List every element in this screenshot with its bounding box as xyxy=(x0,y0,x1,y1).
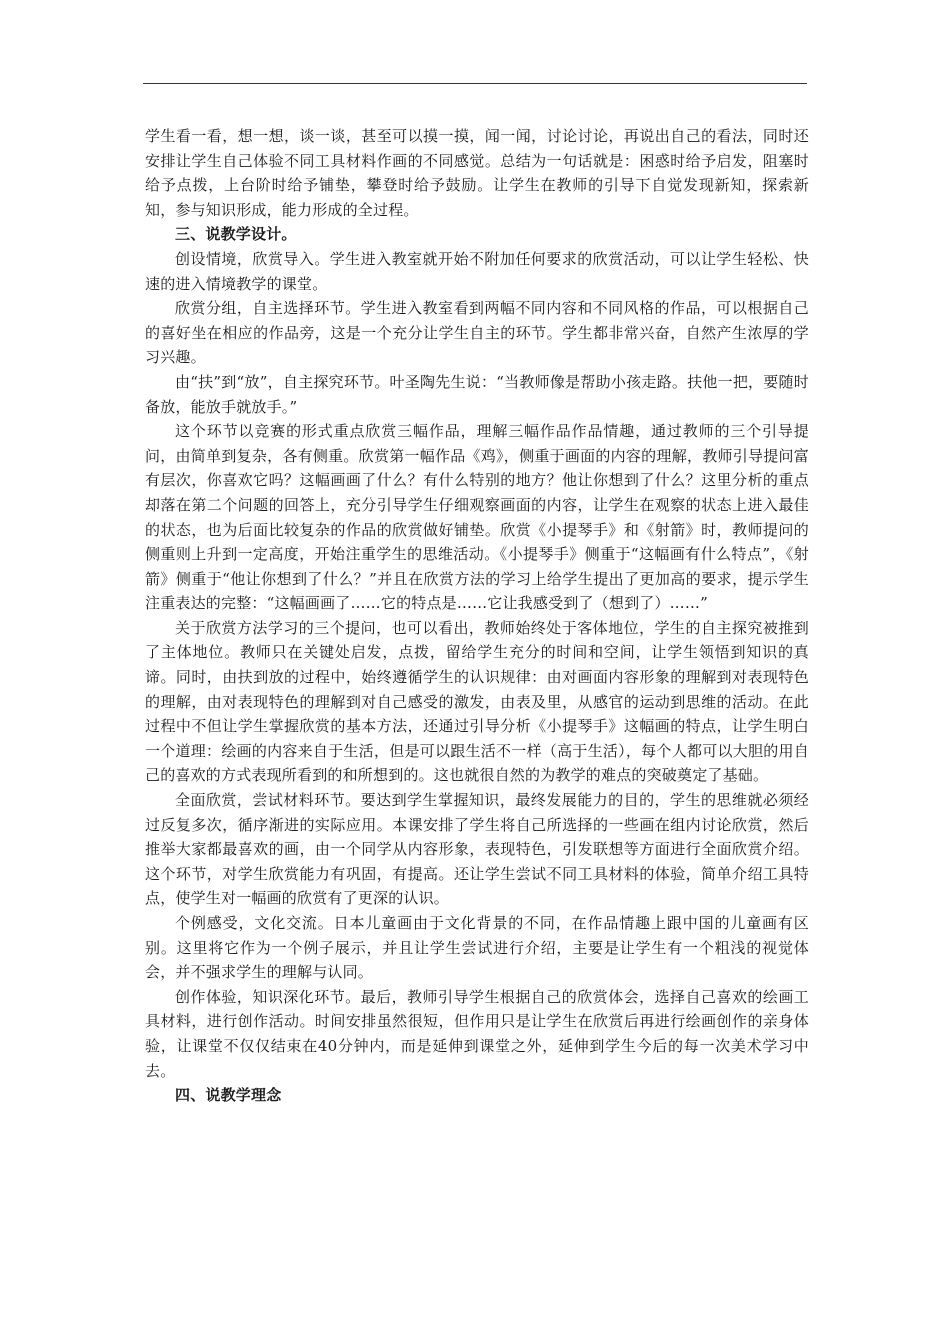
paragraph-full-appreciation: 全面欣赏，尝试材料环节。要达到学生掌握知识，最终发展能力的目的，学生的思维就必须经过反复多次，循序渐进的实际应用。本课安排了学生将自己所选择的一些画在组内讨论欣赏，然后推举大家都最喜欢的画，由一个同学从内容形象，表现特色，引发联想等方面进行全面欣赏介绍。这个环节，对学生欣赏能力有巩固，有提高。还让学生尝试不同工具材料的体验，简单介绍工具特点，使学生对一幅画的欣赏有了更深的认识。 xyxy=(145,791,809,908)
paragraph-exploration: 由“扶”到“放”，自主探究环节。叶圣陶先生说：“当教师像是帮助小孩走路。扶他一把，要随时备放，能放手就放手。” xyxy=(145,372,809,416)
document-body xyxy=(145,124,809,1108)
paragraph-case-study: 个例感受，文化交流。日本儿童画由于文化背景的不同，在作品情趣上跟中国的儿童画有区别。这里将它作为一个例子展示，并且让学生尝试进行介绍，主要是让学生有一个粗浅的视觉体会，并不强求学生的理解与认同。 xyxy=(145,914,809,982)
paragraph-grouping: 欣赏分组，自主选择环节。学生进入教室看到两幅不同内容和不同风格的作品，可以根据自己的喜好坐在相应的作品旁，这是一个充分让学生自主的环节。学生都非常兴奋，自然产生浓厚的学习兴趣。 xyxy=(145,299,809,367)
section-heading-teaching-philosophy: 四、说教学理念 xyxy=(175,1086,282,1105)
section-heading-teaching-design: 三、说教学设计。 xyxy=(175,225,297,244)
paragraph-method-questions: 关于欣赏方法学习的三个提问，也可以看出，教师始终处于客体地位，学生的自主探究被推到了主体地位。教师只在关键处启发，点拨，留给学生充分的时间和空间，让学生领悟到知识的真谛。同时，由扶到放的过程中，始终遵循学生的认识规律：由对画面内容形象的理解到对表现特色的理解，由对表现特色的理解到对自己感受的激发，由表及里，从感官的运动到思维的活动。在此过程中不但让学生掌握欣赏的基本方法，还通过引导分析《小提琴手》这幅画的特点，让学生明白一个道理：绘画的内容来自于生活，但是可以跟生活不一样（高于生活），每个人都可以大胆的用自己的喜欢的方式表现所看到的和所想到的。这也就很自然的为教学的难点的突破奠定了基础。 xyxy=(145,618,809,785)
paragraph-creation: 创作体验，知识深化环节。最后，教师引导学生根据自己的欣赏体会，选择自己喜欢的绘画工具材料，进行创作活动。时间安排虽然很短，但作用只是让学生在欣赏后再进行绘画创作的亲身体验，让课堂不仅仅结束在40分钟内，而是延伸到课堂之外，延伸到学生今后的每一次美术学习中去。 xyxy=(145,987,809,1080)
header-rule xyxy=(143,83,807,84)
paragraph-continuation: 学生看一看，想一想，谈一谈，甚至可以摸一摸，闻一闻，讨论讨论，再说出自己的看法，同时还安排让学生自己体验不同工具材料作画的不同感觉。总结为一句话就是：困惑时给予启发，阻塞时给予点拨，上台阶时给予铺垫，攀登时给予鼓励。让学生在教师的引导下自觉发现新知，探索新知，参与知识形成，能力形成的全过程。 xyxy=(145,127,809,219)
paragraph-scene-intro: 创设情境，欣赏导入。学生进入教室就开始不附加任何要求的欣赏活动，可以让学生轻松、快速的进入情境教学的课堂。 xyxy=(145,249,809,293)
paragraph-competition: 这个环节以竞赛的形式重点欣赏三幅作品，理解三幅作品作品情趣，通过教师的三个引导提问，由简单到复杂，各有侧重。欣赏第一幅作品《鸡》，侧重于画面的内容的理解，教师引导提问富有层次，你喜欢它吗？这幅画画了什么？有什么特别的地方？他让你想到了什么？这里分析的重点却落在第二个问题的回答上，充分引导学生仔细观察画面的内容，让学生在观察的状态上进入最佳的状态，也为后面比较复杂的作品的欣赏做好铺垫。欣赏《小提琴手》和《射箭》时，教师提问的侧重则上升到一定高度，开始注重学生的思维活动。《小提琴手》侧重于“这幅画有什么特点”，《射箭》侧重于“他让你想到了什么？”并且在欣赏方法的学习上给学生提出了更加高的要求，提示学生注重表达的完整：“这幅画画了……它的特点是……它让我感受到了（想到了）……” xyxy=(145,422,809,613)
